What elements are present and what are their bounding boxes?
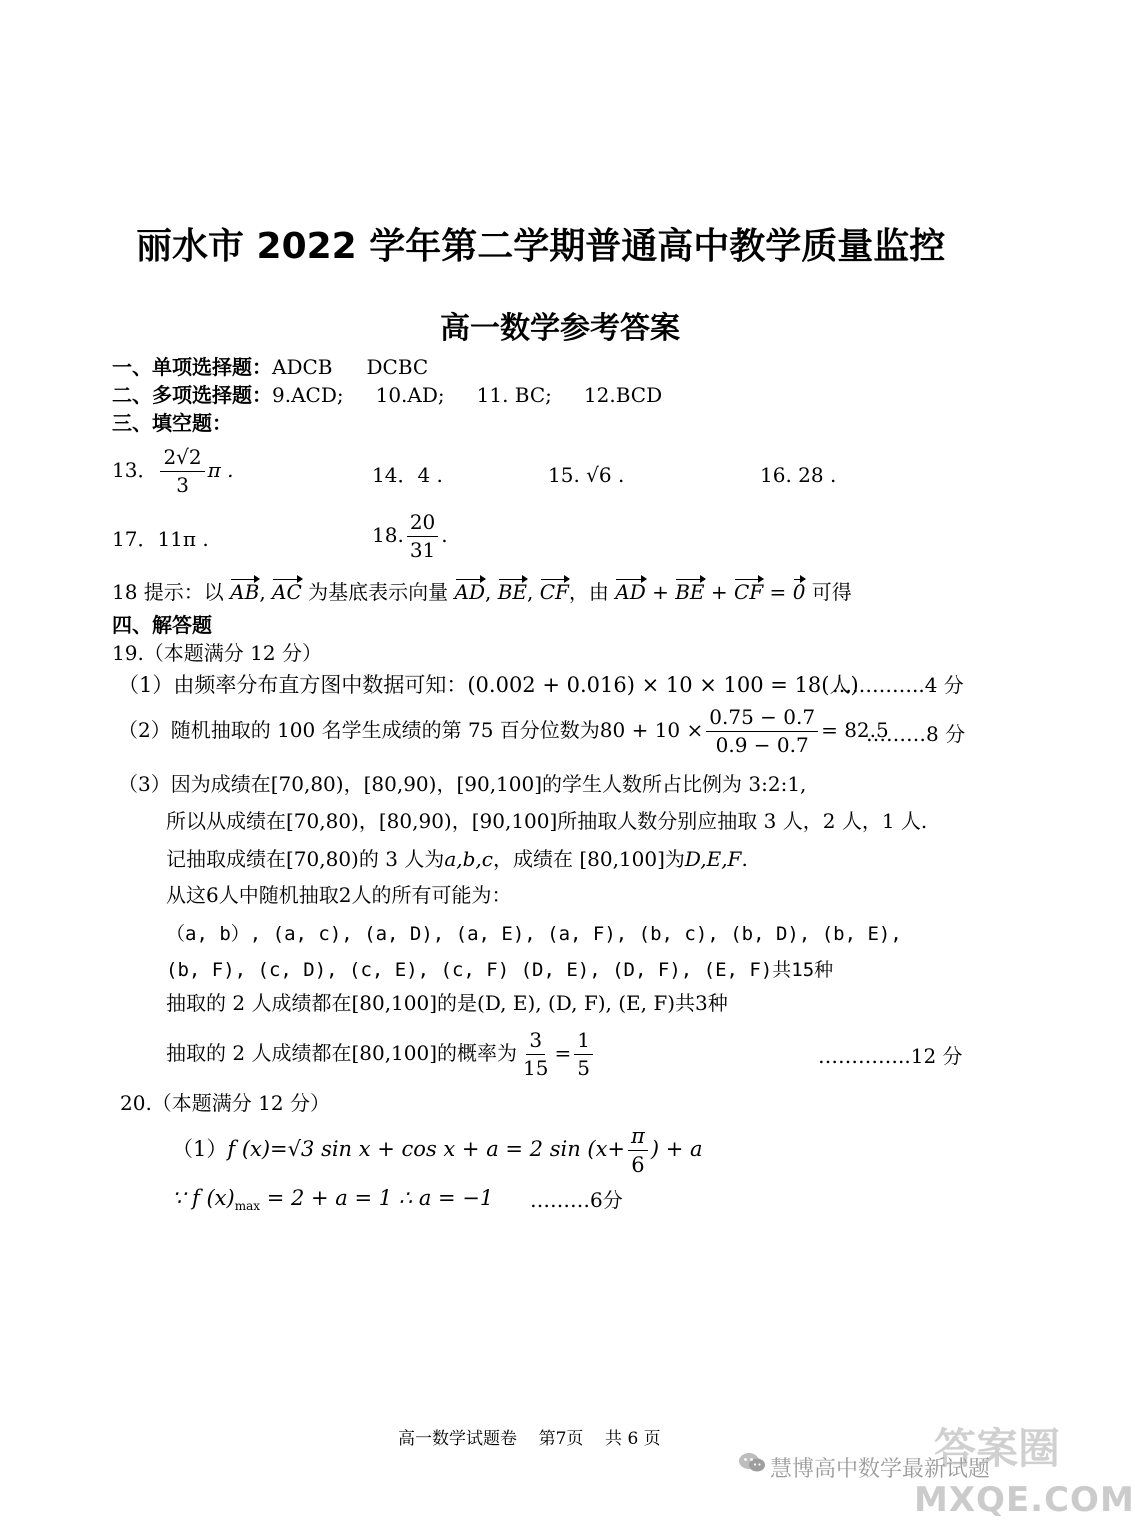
part4-label: 四、解答题 [112,613,212,637]
q19-part3-line8: 抽取的 2 人成绩都在[80,100]的概率为 $\frac{3}{15}$ = $\frac{1}{5}$ [166,1029,596,1080]
part1-answers-a: ADCB [272,355,333,379]
part2-q12: 12.BCD [583,383,663,407]
part3-label: 三、填空题： [112,411,232,435]
q19-part3-line1: （3）因为成绩在[70,80)，[80,90)，[90,100]的学生人数所占比例为 3:2:1, [118,772,807,796]
watermark-site: MXQE.COM [914,1480,1135,1520]
q19-part3-line3: 记抽取成绩在[70,80)的 3 人为a,b,c，成绩在 [80,100]为D,E,F. [166,847,748,871]
part2-q9: 9.ACD; [272,383,344,407]
q19-part3-line2: 所以从成绩在[70,80)，[80,90)，[90,100]所抽取人数分别应抽取 3 人，2 人，1 人. [166,809,928,833]
q19-header: 19.（本题满分 12 分） [112,641,322,665]
part1-answers-b: DCBC [366,355,429,379]
page-subtitle: 高一数学参考答案 [440,311,680,346]
page-title: 丽水市 2022 学年第二学期普通高中教学质量监控 [136,226,946,267]
q19-part3-line5: （a, b）, (a, c), (a, D), (a, E), (a, F), (b, c), (b, D), (b, E), [166,923,902,945]
part1-label: 一、单项选择题： [112,355,272,379]
part2-label: 二、多项选择题： [112,383,272,407]
q16-answer: 16. 28 . [760,463,837,487]
part1-row [112,357,428,377]
q20-line2: ∵ f $(x)_{max} = 2 + a = 1$ ∴ a = −1 [172,1186,494,1213]
q19-part3-line6: (b, F), (c, D), (c, E), (c, F) (D, E), (D, F), (E, F)共15种 [166,959,834,981]
q20-score: ………6分 [530,1188,623,1212]
page-footer: 高一数学试题卷 第7页 共 6 页 [398,1429,661,1449]
q18-hint: 18 提示：以 AB, AC 为基底表示向量 AD, BE, CF，由 AD + BE + CF = 0 可得 [112,580,852,604]
q19-part1: （1）由频率分布直方图中数据可知：(0.002 + 0.016) × 10 × 100 = 18(人) [118,673,859,697]
q18-answer: 18. $\frac{20}{31}$ . [372,510,448,562]
watermark-text: 慧博高中数学最新试题 [770,1457,991,1482]
part2-row [112,385,662,405]
q19-part2: （2）随机抽取的 100 名学生成绩的第 75 百分位数为80 + 10 × $\frac{0.75 - 0.7}{0.9 - 0.7}$ = 82.5 [118,705,889,757]
wechat-icon [738,1452,766,1474]
watermark [738,1424,1135,1524]
q19-part1-score: …………..4 分 [832,673,964,697]
q20-line1: （1）f (x)=√3 sin x + cos x + a = 2 sin (x+ $\frac{\pi}{6}$ ) + a [172,1124,703,1178]
part2-q11: 11. BC; [476,383,552,407]
q14-answer: 14．4 . [372,463,443,487]
part2-q10: 10.AD; [375,383,445,407]
q20-header: 20.（本题满分 12 分） [120,1091,330,1115]
q19-part3-line4: 从这6人中随机抽取2人的所有可能为： [166,883,512,907]
watermark-logo: 答案圈 [934,1424,1061,1473]
q15-answer: 15. √6 . [548,463,625,487]
q13-answer: 13． $\frac{2√2}{3}$ π . [112,445,234,497]
q19-part2-score: ………8 分 [866,722,966,746]
q17-answer: 17．11π . [112,527,209,551]
q19-part3-line7: 抽取的 2 人成绩都在[80,100]的是(D, E), (D, F), (E, F)共3种 [166,991,728,1015]
q19-part3-score: …………..12 分 [818,1044,963,1068]
